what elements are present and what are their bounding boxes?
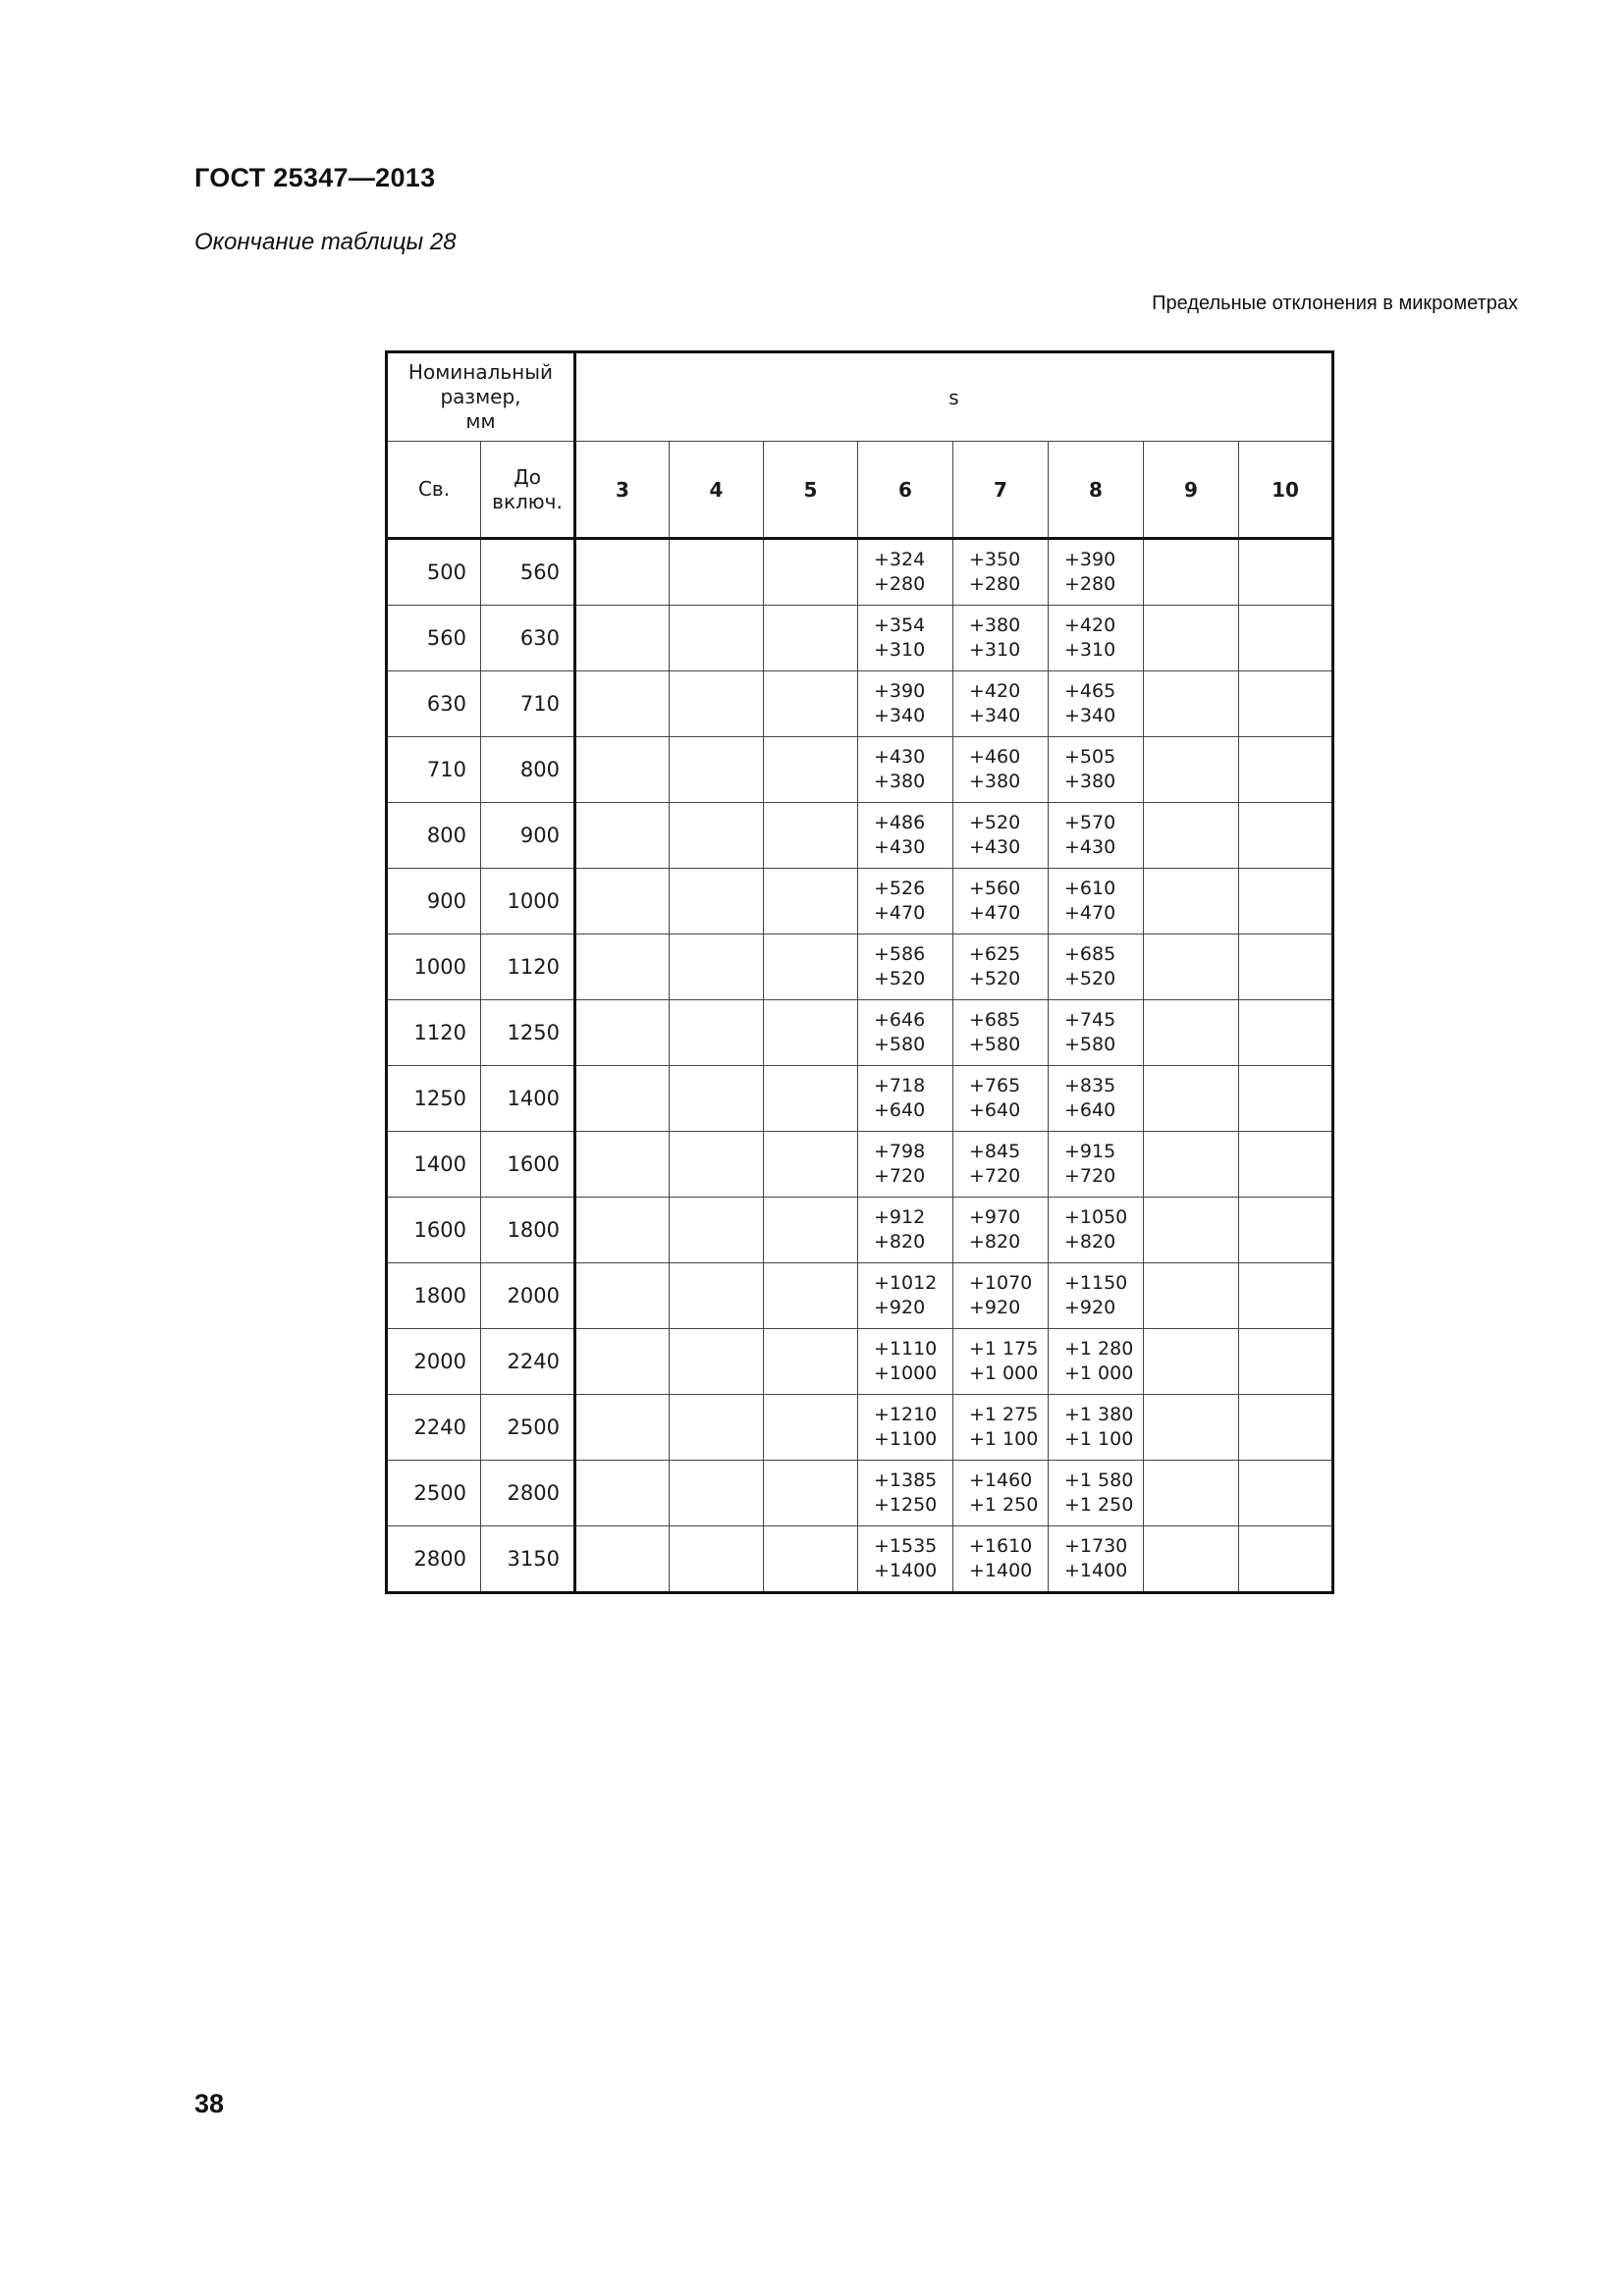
cell-grade-7 — [953, 1066, 1049, 1132]
lower-deviation: +720 — [874, 1165, 926, 1187]
cell-grade-5 — [764, 934, 858, 1000]
table-row — [387, 1526, 1333, 1593]
cell-grade-7 — [953, 1198, 1049, 1263]
cell-grade-7 — [953, 1000, 1049, 1066]
table-row — [387, 1461, 1333, 1526]
lower-deviation: +340 — [969, 705, 1021, 726]
upper-deviation: +1070 — [969, 1272, 1033, 1294]
cell-grade-10 — [1239, 671, 1333, 737]
cell-grade-9 — [1144, 1526, 1239, 1593]
cell-grade-10 — [1239, 1329, 1333, 1395]
cell-size-to: 2000 — [481, 1263, 575, 1329]
cell-size-to: 900 — [481, 803, 575, 869]
cell-grade-8 — [1049, 737, 1144, 803]
header-grade-5: 5 — [764, 442, 858, 539]
cell-size-from: 710 — [387, 737, 481, 803]
cell-grade-5 — [764, 1198, 858, 1263]
cell-grade-6 — [858, 934, 953, 1000]
cell-grade-3 — [575, 803, 670, 869]
header-row-top — [387, 352, 1333, 442]
cell-grade-8 — [1049, 671, 1144, 737]
table-row — [387, 539, 1333, 606]
cell-grade-9 — [1144, 869, 1239, 934]
cell-grade-5 — [764, 671, 858, 737]
cell-grade-10 — [1239, 737, 1333, 803]
cell-grade-9 — [1144, 1329, 1239, 1395]
cell-grade-10 — [1239, 1526, 1333, 1593]
cell-size-from: 560 — [387, 606, 481, 671]
upper-deviation: +430 — [874, 746, 926, 768]
cell-grade-10 — [1239, 1198, 1333, 1263]
lower-deviation: +640 — [874, 1099, 926, 1121]
upper-deviation: +586 — [874, 943, 926, 965]
upper-deviation: +1460 — [969, 1469, 1033, 1491]
cell-size-from: 1400 — [387, 1132, 481, 1198]
lower-deviation: +640 — [969, 1099, 1021, 1121]
cell-size-to: 1120 — [481, 934, 575, 1000]
cell-size-from: 2800 — [387, 1526, 481, 1593]
lower-deviation: +310 — [1064, 639, 1116, 661]
lower-deviation: +470 — [969, 902, 1021, 924]
table-caption: Окончание таблицы 28 — [194, 229, 457, 255]
header-row-sub — [387, 442, 1333, 539]
cell-grade-6 — [858, 1132, 953, 1198]
lower-deviation: +920 — [1064, 1297, 1116, 1318]
cell-size-from: 900 — [387, 869, 481, 934]
upper-deviation: +390 — [874, 680, 926, 702]
cell-grade-8 — [1049, 869, 1144, 934]
cell-grade-5 — [764, 869, 858, 934]
cell-grade-9 — [1144, 1461, 1239, 1526]
lower-deviation: +640 — [1064, 1099, 1116, 1121]
cell-size-to: 1800 — [481, 1198, 575, 1263]
upper-deviation: +420 — [969, 680, 1021, 702]
lower-deviation: +1100 — [874, 1428, 938, 1450]
table-row — [387, 1329, 1333, 1395]
cell-grade-6 — [858, 1198, 953, 1263]
lower-deviation: +1400 — [969, 1560, 1033, 1581]
cell-grade-8 — [1049, 1329, 1144, 1395]
upper-deviation: +560 — [969, 878, 1021, 899]
lower-deviation: +340 — [874, 705, 926, 726]
lower-deviation: +380 — [1064, 771, 1116, 792]
table-row — [387, 869, 1333, 934]
upper-deviation: +570 — [1064, 812, 1116, 833]
header-nominal-line-2: размер, — [440, 385, 521, 408]
cell-grade-7 — [953, 671, 1049, 737]
upper-deviation: +1 380 — [1064, 1404, 1134, 1425]
cell-grade-4 — [670, 1263, 764, 1329]
cell-grade-7 — [953, 1329, 1049, 1395]
lower-deviation: +380 — [874, 771, 926, 792]
cell-grade-4 — [670, 1395, 764, 1461]
lower-deviation: +280 — [874, 573, 926, 595]
cell-grade-8 — [1049, 934, 1144, 1000]
cell-grade-7 — [953, 1132, 1049, 1198]
lower-deviation: +1 000 — [969, 1362, 1039, 1384]
header-field-s: s — [575, 352, 1333, 442]
cell-grade-9 — [1144, 606, 1239, 671]
lower-deviation: +310 — [874, 639, 926, 661]
cell-grade-7 — [953, 1526, 1049, 1593]
table-row — [387, 1198, 1333, 1263]
cell-grade-6 — [858, 737, 953, 803]
cell-grade-6 — [858, 1461, 953, 1526]
cell-size-from: 1800 — [387, 1263, 481, 1329]
lower-deviation: +820 — [969, 1231, 1021, 1253]
cell-grade-10 — [1239, 869, 1333, 934]
units-note: Предельные отклонения в микрометрах — [1152, 293, 1518, 314]
upper-deviation: +1110 — [874, 1338, 938, 1360]
cell-grade-4 — [670, 1198, 764, 1263]
cell-grade-3 — [575, 606, 670, 671]
cell-grade-6 — [858, 1395, 953, 1461]
cell-grade-3 — [575, 1263, 670, 1329]
tolerance-table — [385, 350, 1334, 1594]
upper-deviation: +1385 — [874, 1469, 938, 1491]
lower-deviation: +430 — [969, 836, 1021, 858]
cell-grade-6 — [858, 1066, 953, 1132]
upper-deviation: +420 — [1064, 614, 1116, 636]
lower-deviation: +1400 — [874, 1560, 938, 1581]
cell-size-from: 1000 — [387, 934, 481, 1000]
cell-size-to: 1600 — [481, 1132, 575, 1198]
table-row — [387, 1066, 1333, 1132]
header-grade-10: 10 — [1239, 442, 1333, 539]
cell-grade-7 — [953, 1263, 1049, 1329]
lower-deviation: +280 — [969, 573, 1021, 595]
cell-size-to: 2800 — [481, 1461, 575, 1526]
upper-deviation: +1730 — [1064, 1535, 1128, 1557]
header-to-line-2: включ. — [492, 489, 563, 513]
lower-deviation: +720 — [1064, 1165, 1116, 1187]
lower-deviation: +580 — [969, 1034, 1021, 1055]
cell-grade-5 — [764, 539, 858, 606]
header-from: Св. — [387, 442, 481, 539]
lower-deviation: +720 — [969, 1165, 1021, 1187]
upper-deviation: +845 — [969, 1141, 1021, 1162]
lower-deviation: +580 — [1064, 1034, 1116, 1055]
cell-size-from: 630 — [387, 671, 481, 737]
lower-deviation: +920 — [874, 1297, 926, 1318]
cell-grade-5 — [764, 1329, 858, 1395]
lower-deviation: +1400 — [1064, 1560, 1128, 1581]
cell-grade-4 — [670, 934, 764, 1000]
lower-deviation: +820 — [874, 1231, 926, 1253]
cell-grade-5 — [764, 606, 858, 671]
lower-deviation: +920 — [969, 1297, 1021, 1318]
cell-grade-10 — [1239, 1263, 1333, 1329]
cell-grade-4 — [670, 1132, 764, 1198]
cell-grade-10 — [1239, 934, 1333, 1000]
cell-grade-4 — [670, 671, 764, 737]
upper-deviation: +520 — [969, 812, 1021, 833]
cell-grade-3 — [575, 1461, 670, 1526]
cell-grade-7 — [953, 737, 1049, 803]
upper-deviation: +1610 — [969, 1535, 1033, 1557]
table-row — [387, 1395, 1333, 1461]
header-grade-7: 7 — [953, 442, 1049, 539]
cell-size-to: 1400 — [481, 1066, 575, 1132]
cell-grade-10 — [1239, 1066, 1333, 1132]
upper-deviation: +625 — [969, 943, 1021, 965]
cell-size-from: 2500 — [387, 1461, 481, 1526]
cell-grade-5 — [764, 737, 858, 803]
upper-deviation: +685 — [1064, 943, 1116, 965]
upper-deviation: +610 — [1064, 878, 1116, 899]
upper-deviation: +486 — [874, 812, 926, 833]
upper-deviation: +912 — [874, 1206, 926, 1228]
cell-size-from: 500 — [387, 539, 481, 606]
cell-size-to: 2240 — [481, 1329, 575, 1395]
cell-grade-9 — [1144, 737, 1239, 803]
upper-deviation: +350 — [969, 549, 1021, 570]
cell-size-from: 800 — [387, 803, 481, 869]
cell-grade-5 — [764, 1066, 858, 1132]
upper-deviation: +390 — [1064, 549, 1116, 570]
lower-deviation: +580 — [874, 1034, 926, 1055]
cell-size-to: 710 — [481, 671, 575, 737]
cell-grade-3 — [575, 869, 670, 934]
cell-grade-10 — [1239, 606, 1333, 671]
upper-deviation: +1 580 — [1064, 1469, 1134, 1491]
header-to — [481, 442, 575, 539]
cell-grade-3 — [575, 1526, 670, 1593]
cell-size-to: 2500 — [481, 1395, 575, 1461]
cell-grade-3 — [575, 1066, 670, 1132]
upper-deviation: +685 — [969, 1009, 1021, 1031]
page-number: 38 — [194, 2089, 225, 2118]
cell-grade-5 — [764, 1526, 858, 1593]
cell-grade-4 — [670, 1066, 764, 1132]
lower-deviation: +1 100 — [1064, 1428, 1134, 1450]
upper-deviation: +1 280 — [1064, 1338, 1134, 1360]
cell-grade-3 — [575, 539, 670, 606]
upper-deviation: +380 — [969, 614, 1021, 636]
cell-grade-8 — [1049, 1395, 1144, 1461]
cell-size-from: 2240 — [387, 1395, 481, 1461]
cell-grade-9 — [1144, 1132, 1239, 1198]
cell-grade-6 — [858, 869, 953, 934]
cell-grade-8 — [1049, 1198, 1144, 1263]
cell-grade-7 — [953, 539, 1049, 606]
cell-grade-6 — [858, 803, 953, 869]
header-grade-8: 8 — [1049, 442, 1144, 539]
cell-grade-10 — [1239, 1395, 1333, 1461]
cell-grade-8 — [1049, 1461, 1144, 1526]
cell-size-from: 2000 — [387, 1329, 481, 1395]
cell-grade-5 — [764, 1000, 858, 1066]
table-row — [387, 1000, 1333, 1066]
cell-grade-5 — [764, 803, 858, 869]
upper-deviation: +354 — [874, 614, 926, 636]
table-row — [387, 737, 1333, 803]
lower-deviation: +310 — [969, 639, 1021, 661]
cell-grade-8 — [1049, 539, 1144, 606]
cell-grade-4 — [670, 1526, 764, 1593]
cell-grade-10 — [1239, 1132, 1333, 1198]
cell-grade-6 — [858, 1329, 953, 1395]
lower-deviation: +1250 — [874, 1494, 938, 1516]
cell-grade-9 — [1144, 539, 1239, 606]
upper-deviation: +1535 — [874, 1535, 938, 1557]
cell-grade-9 — [1144, 1263, 1239, 1329]
upper-deviation: +915 — [1064, 1141, 1116, 1162]
upper-deviation: +1150 — [1064, 1272, 1128, 1294]
cell-grade-7 — [953, 606, 1049, 671]
upper-deviation: +505 — [1064, 746, 1116, 768]
lower-deviation: +470 — [1064, 902, 1116, 924]
cell-grade-7 — [953, 934, 1049, 1000]
cell-grade-7 — [953, 869, 1049, 934]
cell-grade-5 — [764, 1263, 858, 1329]
cell-grade-4 — [670, 1000, 764, 1066]
cell-grade-3 — [575, 1395, 670, 1461]
upper-deviation: +765 — [969, 1075, 1021, 1096]
cell-size-to: 1000 — [481, 869, 575, 934]
cell-grade-10 — [1239, 1000, 1333, 1066]
upper-deviation: +970 — [969, 1206, 1021, 1228]
cell-grade-3 — [575, 1198, 670, 1263]
lower-deviation: +520 — [969, 968, 1021, 989]
cell-grade-4 — [670, 1329, 764, 1395]
cell-grade-3 — [575, 737, 670, 803]
cell-grade-4 — [670, 869, 764, 934]
lower-deviation: +380 — [969, 771, 1021, 792]
upper-deviation: +1 275 — [969, 1404, 1039, 1425]
cell-grade-9 — [1144, 671, 1239, 737]
document-code: ГОСТ 25347—2013 — [194, 163, 436, 192]
upper-deviation: +718 — [874, 1075, 926, 1096]
lower-deviation: +430 — [1064, 836, 1116, 858]
upper-deviation: +460 — [969, 746, 1021, 768]
cell-grade-4 — [670, 803, 764, 869]
lower-deviation: +1 000 — [1064, 1362, 1134, 1384]
cell-grade-3 — [575, 1132, 670, 1198]
cell-grade-7 — [953, 803, 1049, 869]
header-nominal-line-1: Номинальный — [407, 360, 554, 384]
cell-grade-10 — [1239, 539, 1333, 606]
cell-grade-7 — [953, 1461, 1049, 1526]
cell-size-from: 1120 — [387, 1000, 481, 1066]
cell-grade-7 — [953, 1395, 1049, 1461]
lower-deviation: +820 — [1064, 1231, 1116, 1253]
cell-grade-6 — [858, 539, 953, 606]
cell-grade-4 — [670, 1461, 764, 1526]
lower-deviation: +1 250 — [969, 1494, 1039, 1516]
cell-grade-8 — [1049, 1526, 1144, 1593]
header-to-line-1: До — [514, 464, 541, 489]
cell-grade-6 — [858, 1263, 953, 1329]
table-row — [387, 671, 1333, 737]
cell-size-from: 1600 — [387, 1198, 481, 1263]
cell-grade-10 — [1239, 803, 1333, 869]
cell-grade-9 — [1144, 934, 1239, 1000]
cell-grade-5 — [764, 1461, 858, 1526]
lower-deviation: +1 100 — [969, 1428, 1039, 1450]
table-body — [387, 539, 1333, 1593]
table-row — [387, 1132, 1333, 1198]
cell-grade-5 — [764, 1132, 858, 1198]
upper-deviation: +1 175 — [969, 1338, 1039, 1360]
cell-size-to: 560 — [481, 539, 575, 606]
upper-deviation: +1012 — [874, 1272, 938, 1294]
cell-grade-6 — [858, 606, 953, 671]
lower-deviation: +1 250 — [1064, 1494, 1134, 1516]
cell-grade-6 — [858, 671, 953, 737]
header-grade-6: 6 — [858, 442, 953, 539]
upper-deviation: +465 — [1064, 680, 1116, 702]
cell-grade-6 — [858, 1526, 953, 1593]
lower-deviation: +1000 — [874, 1362, 938, 1384]
cell-size-to: 800 — [481, 737, 575, 803]
header-nominal-line-3: мм — [465, 409, 496, 433]
cell-size-to: 3150 — [481, 1526, 575, 1593]
cell-grade-10 — [1239, 1461, 1333, 1526]
table-row — [387, 606, 1333, 671]
upper-deviation: +646 — [874, 1009, 926, 1031]
table-row — [387, 803, 1333, 869]
cell-grade-5 — [764, 1395, 858, 1461]
upper-deviation: +798 — [874, 1141, 926, 1162]
cell-grade-3 — [575, 671, 670, 737]
header-nominal-size — [387, 352, 575, 442]
lower-deviation: +280 — [1064, 573, 1116, 595]
upper-deviation: +1210 — [874, 1404, 938, 1425]
cell-grade-3 — [575, 1329, 670, 1395]
cell-grade-9 — [1144, 1000, 1239, 1066]
lower-deviation: +520 — [1064, 968, 1116, 989]
upper-deviation: +324 — [874, 549, 926, 570]
cell-grade-9 — [1144, 803, 1239, 869]
cell-grade-8 — [1049, 1263, 1144, 1329]
cell-grade-4 — [670, 539, 764, 606]
cell-grade-9 — [1144, 1066, 1239, 1132]
table-row — [387, 1263, 1333, 1329]
upper-deviation: +526 — [874, 878, 926, 899]
cell-grade-4 — [670, 606, 764, 671]
header-grade-9: 9 — [1144, 442, 1239, 539]
cell-grade-9 — [1144, 1395, 1239, 1461]
cell-grade-9 — [1144, 1198, 1239, 1263]
upper-deviation: +1050 — [1064, 1206, 1128, 1228]
cell-grade-6 — [858, 1000, 953, 1066]
cell-grade-8 — [1049, 803, 1144, 869]
cell-size-to: 1250 — [481, 1000, 575, 1066]
cell-grade-3 — [575, 934, 670, 1000]
cell-grade-8 — [1049, 1132, 1144, 1198]
cell-grade-3 — [575, 1000, 670, 1066]
header-grade-4: 4 — [670, 442, 764, 539]
cell-grade-8 — [1049, 1000, 1144, 1066]
lower-deviation: +470 — [874, 902, 926, 924]
upper-deviation: +745 — [1064, 1009, 1116, 1031]
cell-grade-8 — [1049, 1066, 1144, 1132]
lower-deviation: +430 — [874, 836, 926, 858]
cell-grade-8 — [1049, 606, 1144, 671]
cell-grade-4 — [670, 737, 764, 803]
lower-deviation: +520 — [874, 968, 926, 989]
cell-size-from: 1250 — [387, 1066, 481, 1132]
upper-deviation: +835 — [1064, 1075, 1116, 1096]
table-row — [387, 934, 1333, 1000]
lower-deviation: +340 — [1064, 705, 1116, 726]
header-grade-3: 3 — [575, 442, 670, 539]
cell-size-to: 630 — [481, 606, 575, 671]
